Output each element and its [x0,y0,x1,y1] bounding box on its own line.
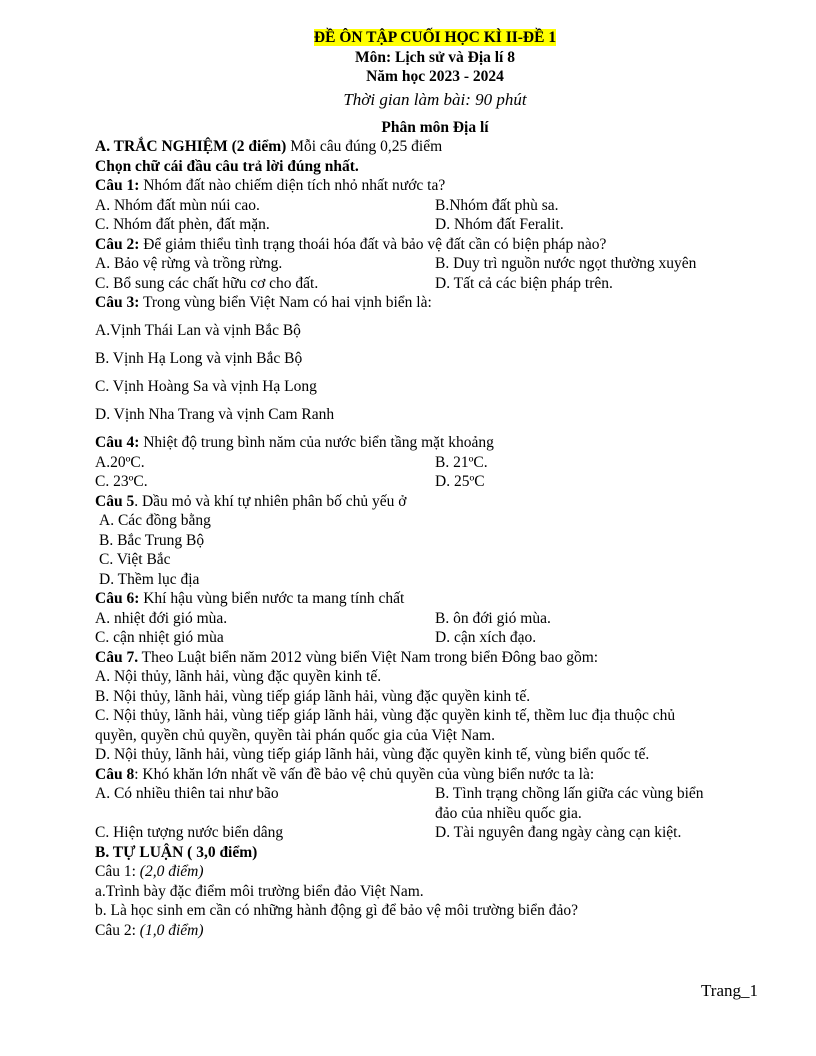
option-a: A.20ºC. [95,453,145,471]
question-2: Câu 2: Để giảm thiểu tình trạng thoái hóa đất và bảo vệ đất cần có biện pháp nào? [95,235,607,253]
option-c: C. Bổ sung các chất hữu cơ cho đất. [95,274,319,292]
section-title: Phân môn Địa lí [381,118,489,136]
question-1-options-cd [95,215,775,235]
question-6: Câu 6: Khí hậu vùng biển nước ta mang tính chất [95,590,405,607]
question-7-option-c-line2: quyền, quyền chủ quyền, quyền tài phán quốc gia của Việt Nam. [95,726,495,744]
school-year: Năm học 2023 - 2024 [366,68,504,85]
exam-title: ĐỀ ÔN TẬP CUỐI HỌC KÌ II-ĐỀ 1 [313,29,557,46]
question-2-options-ab [95,254,775,274]
question-3-option-c: C. Vịnh Hoàng Sa và vịnh Hạ Long [95,378,317,395]
question-3: Câu 3: Trong vùng biển Việt Nam có hai vịnh biển là: [95,294,432,311]
question-5-option-c: C. Việt Bắc [99,551,171,568]
question-4: Câu 4: Nhiệt độ trung bình năm của nước biển tầng mặt khoảng [95,434,494,451]
question-4-options-cd [95,472,775,492]
option-c: C. cận nhiệt gió mùa [95,629,224,646]
essay-question-1b: b. Là học sinh em cần có những hành động gì để bảo vệ môi trường biển đảo? [95,902,578,919]
question-1-options-ab [95,196,775,216]
option-d: D. Nhóm đất Feralit. [435,216,564,233]
question-6-options-cd [95,628,775,648]
question-8-options-ab [95,784,775,823]
question-6-options-ab [95,609,775,629]
essay-question-1a: a.Trình bày đặc điểm môi trường biển đảo Việt Nam. [95,882,424,900]
question-3-option-b: B. Vịnh Hạ Long và vịnh Bắc Bộ [95,350,303,367]
option-a: A. Có nhiều thiên tai như bão [95,785,279,802]
part-a-instruction: Chọn chữ cái đầu câu trả lời đúng nhất. [95,157,359,175]
option-b: B. ôn đới gió mùa. [435,609,551,627]
option-c: C. 23ºC. [95,473,148,490]
question-3-option-d: D. Vịnh Nha Trang và vịnh Cam Ranh [95,406,335,423]
part-b-heading: B. TỰ LUẬN ( 3,0 điểm) [95,843,258,861]
option-a: A. nhiệt đới gió mùa. [95,609,228,627]
question-3-option-a: A.Vịnh Thái Lan và vịnh Bắc Bộ [95,322,301,339]
part-a-heading: A. TRẮC NGHIỆM (2 điểm) Mỗi câu đúng 0,25 điểm [95,138,443,155]
question-8: Câu 8: Khó khăn lớn nhất về vấn đề bảo vệ chủ quyền của vùng biển nước ta là: [95,765,595,783]
question-7-option-a: A. Nội thủy, lãnh hải, vùng đặc quyền kinh tế. [95,668,382,685]
subject-line: Môn: Lịch sử và Địa lí 8 [354,48,515,66]
question-4-options-ab [95,453,775,473]
question-7-option-c-line1: C. Nội thủy, lãnh hải, vùng tiếp giáp lãnh hải, vùng đặc quyền kinh tế, thềm luc địa thuộc chủ [95,707,676,724]
option-b: B. 21ºC. [435,453,488,471]
question-7: Câu 7. Theo Luật biển năm 2012 vùng biển Việt Nam trong biển Đông bao gồm: [95,648,599,666]
option-d: D. cận xích đạo. [435,629,537,646]
question-5: Câu 5. Dầu mỏ và khí tự nhiên phân bố chủ yếu ở [95,492,407,510]
question-5-option-b: B. Bắc Trung Bộ [99,531,205,549]
essay-question-1: Câu 1: (2,0 điểm) [95,863,204,880]
question-8-options-cd [95,823,775,843]
option-d: D. Tài nguyên đang ngày càng cạn kiệt. [435,824,682,841]
option-a: A. Bảo vệ rừng và trồng rừng. [95,255,283,272]
option-a: A. Nhóm đất mùn núi cao. [95,196,260,214]
time-limit: Thời gian làm bài: 90 phút [343,89,527,109]
question-7-option-d: D. Nội thủy, lãnh hải, vùng tiếp giáp lãnh hải, vùng đặc quyền kinh tế, vùng biển quốc tế. [95,746,650,763]
option-d: D. 25ºC [435,473,485,490]
option-b: B. Tình trạng chồng lấn giữa các vùng biển đảo của nhiều quốc gia. [435,785,704,822]
question-5-option-a: A. Các đồng bằng [99,512,211,529]
essay-question-2: Câu 2: (1,0 điểm) [95,921,204,939]
question-7-option-b: B. Nội thủy, lãnh hải, vùng tiếp giáp lãnh hải, vùng đặc quyền kinh tế. [95,687,531,705]
page-number: Trang_1 [701,981,758,1000]
option-b: B.Nhóm đất phù sa. [435,196,559,214]
exam-page [95,28,775,940]
option-d: D. Tất cả các biện pháp trên. [435,274,613,292]
option-c: C. Nhóm đất phèn, đất mặn. [95,216,270,233]
question-2-options-cd [95,274,775,294]
question-1: Câu 1: Nhóm đất nào chiếm diện tích nhỏ nhất nước ta? [95,177,446,194]
option-c: C. Hiện tượng nước biển dâng [95,824,284,841]
question-5-option-d: D. Thềm lục địa [99,570,200,588]
option-b: B. Duy trì nguồn nước ngọt thường xuyên [435,255,697,272]
